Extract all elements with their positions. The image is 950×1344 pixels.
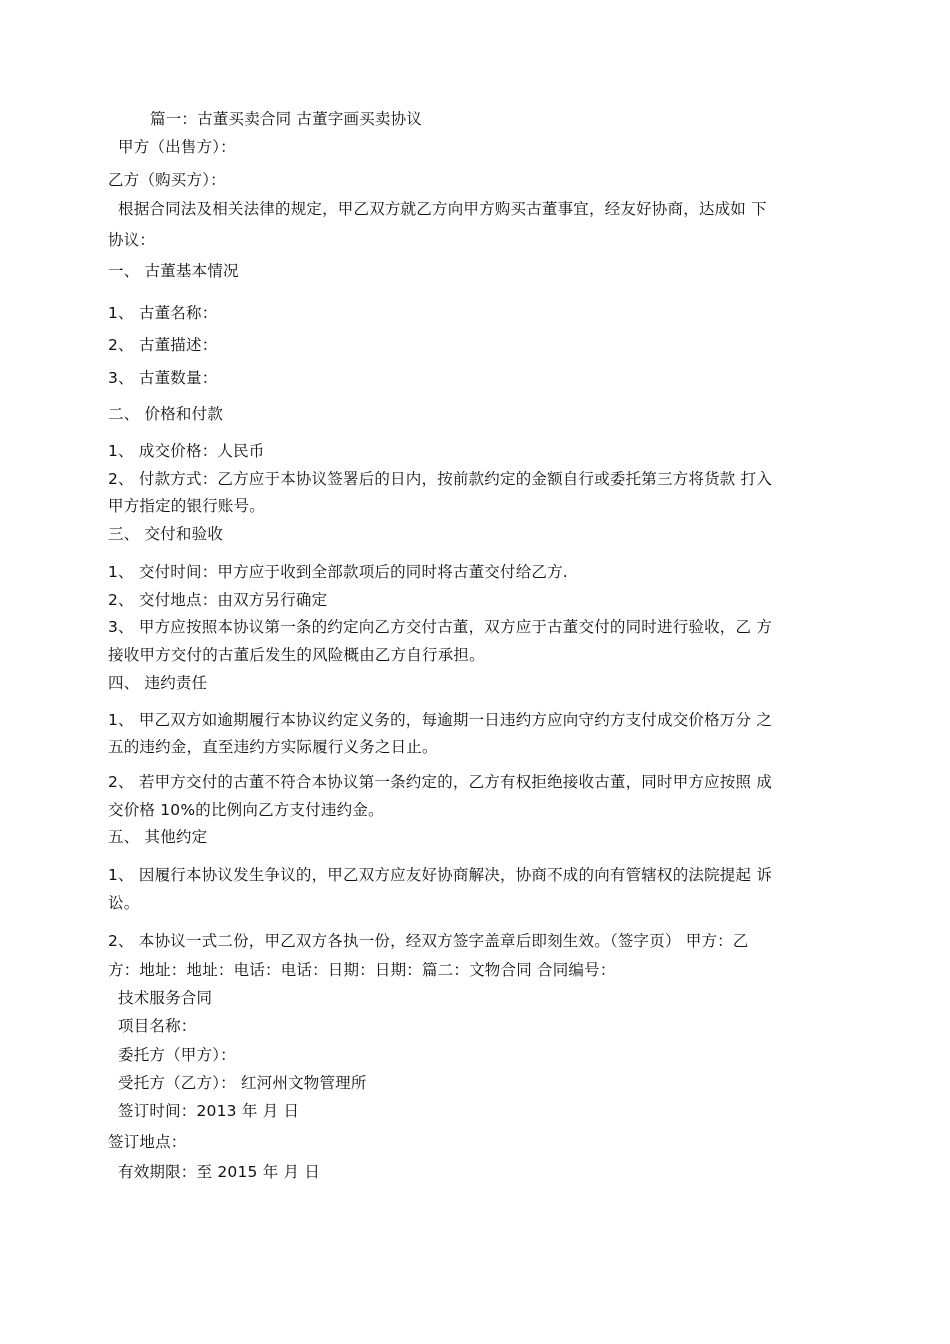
section-3-heading: 三、 交付和验收 xyxy=(108,525,224,543)
liability-1-line-2: 五的违约金，直至违约方实际履行义务之日止。 xyxy=(108,738,438,756)
copies-line-1: 2、 本协议一式二份，甲乙双方各执一份，经双方签字盖章后即刻生效。（签字页） 甲方：乙 xyxy=(108,932,749,950)
preamble-line-1: 根据合同法及相关法律的规定，甲乙双方就乙方向甲方购买古董事宜，经友好协商，达成如 下 xyxy=(118,200,767,218)
validity-period-line: 有效期限：至 2015 年 月 日 xyxy=(118,1163,321,1181)
section-5-heading: 五、 其他约定 xyxy=(108,828,208,846)
party-b-buyer-line: 乙方（购买方）： xyxy=(108,171,226,189)
contractor-party-line: 受托方（乙方）： 红河州文物管理所 xyxy=(118,1074,367,1092)
section-4-heading: 四、 违约责任 xyxy=(108,674,208,692)
party-a-seller-line: 甲方（出售方）： xyxy=(118,138,236,156)
dispute-line-2: 讼。 xyxy=(108,894,140,912)
liability-2-line-2: 交价格 10%的比例向乙方支付违约金。 xyxy=(108,801,384,819)
acceptance-line-2: 接收甲方交付的古董后发生的风险概由乙方自行承担。 xyxy=(108,646,485,664)
copies-line-2: 方：地址：地址：电话：电话：日期：日期：篇二：文物合同 合同编号： xyxy=(108,961,616,979)
price-line: 1、 成交价格：人民币 xyxy=(108,442,265,460)
section-2-heading: 二、 价格和付款 xyxy=(108,405,224,423)
signing-place-line: 签订地点： xyxy=(108,1133,187,1151)
payment-method-line-2: 甲方指定的银行账号。 xyxy=(108,497,266,515)
liability-2-line-1: 2、 若甲方交付的古董不符合本协议第一条约定的，乙方有权拒绝接收古董，同时甲方应按照 成 xyxy=(108,773,773,791)
project-name-line: 项目名称： xyxy=(118,1017,197,1035)
section-1-heading: 一、 古董基本情况 xyxy=(108,262,239,280)
client-party-line: 委托方（甲方）： xyxy=(118,1046,236,1064)
preamble-line-2: 协议： xyxy=(108,231,156,249)
antique-description-line: 2、 古董描述： xyxy=(108,336,218,354)
contract-type-line: 技术服务合同 xyxy=(118,989,213,1007)
signing-date-line: 签订时间：2013 年 月 日 xyxy=(118,1102,300,1120)
document-title: 篇一：古董买卖合同 古董字画买卖协议 xyxy=(150,110,423,128)
antique-quantity-line: 3、 古董数量： xyxy=(108,369,218,387)
antique-name-line: 1、 古董名称： xyxy=(108,304,218,322)
payment-method-line-1: 2、 付款方式：乙方应于本协议签署后的日内，按前款约定的金额自行或委托第三方将货款 打入 xyxy=(108,470,773,488)
dispute-line-1: 1、 因履行本协议发生争议的，甲乙双方应友好协商解决，协商不成的向有管辖权的法院提起 诉 xyxy=(108,866,773,884)
delivery-place-line: 2、 交付地点：由双方另行确定 xyxy=(108,591,328,609)
delivery-time-line: 1、 交付时间：甲方应于收到全部款项后的同时将古董交付给乙方. xyxy=(108,563,568,581)
liability-1-line-1: 1、 甲乙双方如逾期履行本协议约定义务的，每逾期一日违约方应向守约方支付成交价格万分 之 xyxy=(108,711,773,729)
acceptance-line-1: 3、 甲方应按照本协议第一条的约定向乙方交付古董，双方应于古董交付的同时进行验收，乙 方 xyxy=(108,618,773,636)
